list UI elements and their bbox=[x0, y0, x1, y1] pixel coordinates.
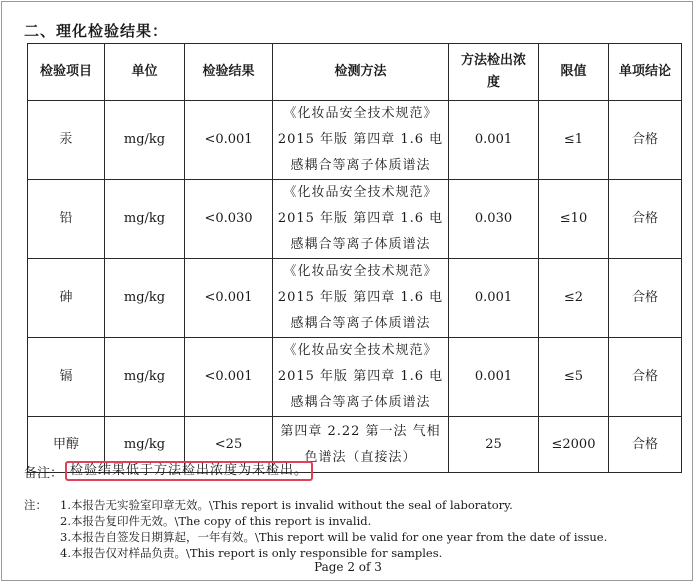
method-line: 2015 年版 第四章 1.6 电 bbox=[277, 369, 444, 384]
cell-unit: mg/kg bbox=[105, 338, 185, 417]
method-line: 《化妆品安全技术规范》 bbox=[283, 264, 438, 279]
cell-item: 砷 bbox=[28, 259, 105, 338]
cell-method bbox=[273, 101, 449, 180]
method-line: 第四章 2.22 第一法 气相 bbox=[280, 423, 441, 439]
header-conclusion: 单项结论 bbox=[609, 44, 682, 101]
cell-conclusion: 合格 bbox=[609, 180, 682, 259]
remarks bbox=[24, 497, 607, 561]
results-table bbox=[27, 43, 682, 473]
method-line: 感耦合等离子体质谱法 bbox=[290, 158, 431, 173]
remark-item: 2.本报告复印件无效。\The copy of this report is invalid. bbox=[60, 514, 372, 528]
cell-result: <0.001 bbox=[185, 101, 273, 180]
header-detection-limit: 方法检出浓度 bbox=[449, 44, 539, 101]
cell-limit: ≤1 bbox=[539, 101, 609, 180]
header-item: 检验项目 bbox=[28, 44, 105, 101]
page-number: Page 2 of 3 bbox=[314, 560, 382, 574]
remark-item: 4.本报告仅对样品负责。\This report is only responsible for samples. bbox=[60, 546, 443, 560]
cell-unit: mg/kg bbox=[105, 259, 185, 338]
method-line: 《化妆品安全技术规范》 bbox=[283, 185, 438, 200]
method-line: 《化妆品安全技术规范》 bbox=[283, 343, 438, 358]
cell-conclusion: 合格 bbox=[609, 338, 682, 417]
cell-detection-limit: 0.001 bbox=[449, 338, 539, 417]
table-header-row bbox=[28, 44, 682, 101]
header-method: 检测方法 bbox=[273, 44, 449, 101]
cell-result: <0.001 bbox=[185, 338, 273, 417]
section-title: 二、理化检验结果： bbox=[24, 22, 169, 40]
cell-conclusion: 合格 bbox=[609, 259, 682, 338]
cell-detection-limit: 25 bbox=[449, 417, 539, 473]
table-row bbox=[28, 259, 682, 338]
method-line: 2015 年版 第四章 1.6 电 bbox=[277, 290, 444, 305]
note bbox=[24, 461, 313, 481]
cell-unit: mg/kg bbox=[105, 417, 185, 473]
cell-limit: ≤2 bbox=[539, 259, 609, 338]
cell-detection-limit: 0.030 bbox=[449, 180, 539, 259]
cell-conclusion: 合格 bbox=[609, 417, 682, 473]
method-line: 《化妆品安全技术规范》 bbox=[283, 106, 438, 121]
note-label: 备注： bbox=[24, 465, 64, 481]
cell-unit: mg/kg bbox=[105, 180, 185, 259]
method-line: 感耦合等离子体质谱法 bbox=[290, 395, 431, 410]
method-line: 色谱法（直接法） bbox=[304, 449, 417, 465]
cell-result: <0.030 bbox=[185, 180, 273, 259]
table-row bbox=[28, 101, 682, 180]
cell-item: 汞 bbox=[28, 101, 105, 180]
remark-item: 1.本报告无实验室印章无效。\This report is invalid without the seal of laboratory. bbox=[60, 498, 513, 512]
note-highlight-box: 检验结果低于方法检出浓度为未检出。 bbox=[65, 461, 313, 481]
remarks-list bbox=[24, 497, 607, 561]
table-row bbox=[28, 180, 682, 259]
cell-conclusion: 合格 bbox=[609, 101, 682, 180]
table-row bbox=[28, 338, 682, 417]
cell-result: <0.001 bbox=[185, 259, 273, 338]
remarks-label: 注： bbox=[24, 498, 47, 512]
method-line: 2015 年版 第四章 1.6 电 bbox=[277, 132, 444, 147]
header-limit: 限值 bbox=[539, 44, 609, 101]
cell-item: 甲醇 bbox=[28, 417, 105, 473]
header-unit: 单位 bbox=[105, 44, 185, 101]
cell-result: <25 bbox=[185, 417, 273, 473]
cell-item: 镉 bbox=[28, 338, 105, 417]
method-line: 感耦合等离子体质谱法 bbox=[290, 316, 431, 331]
cell-method bbox=[273, 259, 449, 338]
cell-limit: ≤5 bbox=[539, 338, 609, 417]
remark-item: 3.本报告自签发日期算起，一年有效。\This report will be valid for one year from the date of issue. bbox=[60, 530, 608, 544]
cell-method bbox=[273, 338, 449, 417]
cell-item: 铅 bbox=[28, 180, 105, 259]
cell-detection-limit: 0.001 bbox=[449, 259, 539, 338]
cell-limit: ≤10 bbox=[539, 180, 609, 259]
cell-method bbox=[273, 180, 449, 259]
method-line: 2015 年版 第四章 1.6 电 bbox=[277, 211, 444, 226]
cell-detection-limit: 0.001 bbox=[449, 101, 539, 180]
header-result: 检验结果 bbox=[185, 44, 273, 101]
cell-limit: ≤2000 bbox=[539, 417, 609, 473]
method-line: 感耦合等离子体质谱法 bbox=[290, 237, 431, 252]
cell-unit: mg/kg bbox=[105, 101, 185, 180]
